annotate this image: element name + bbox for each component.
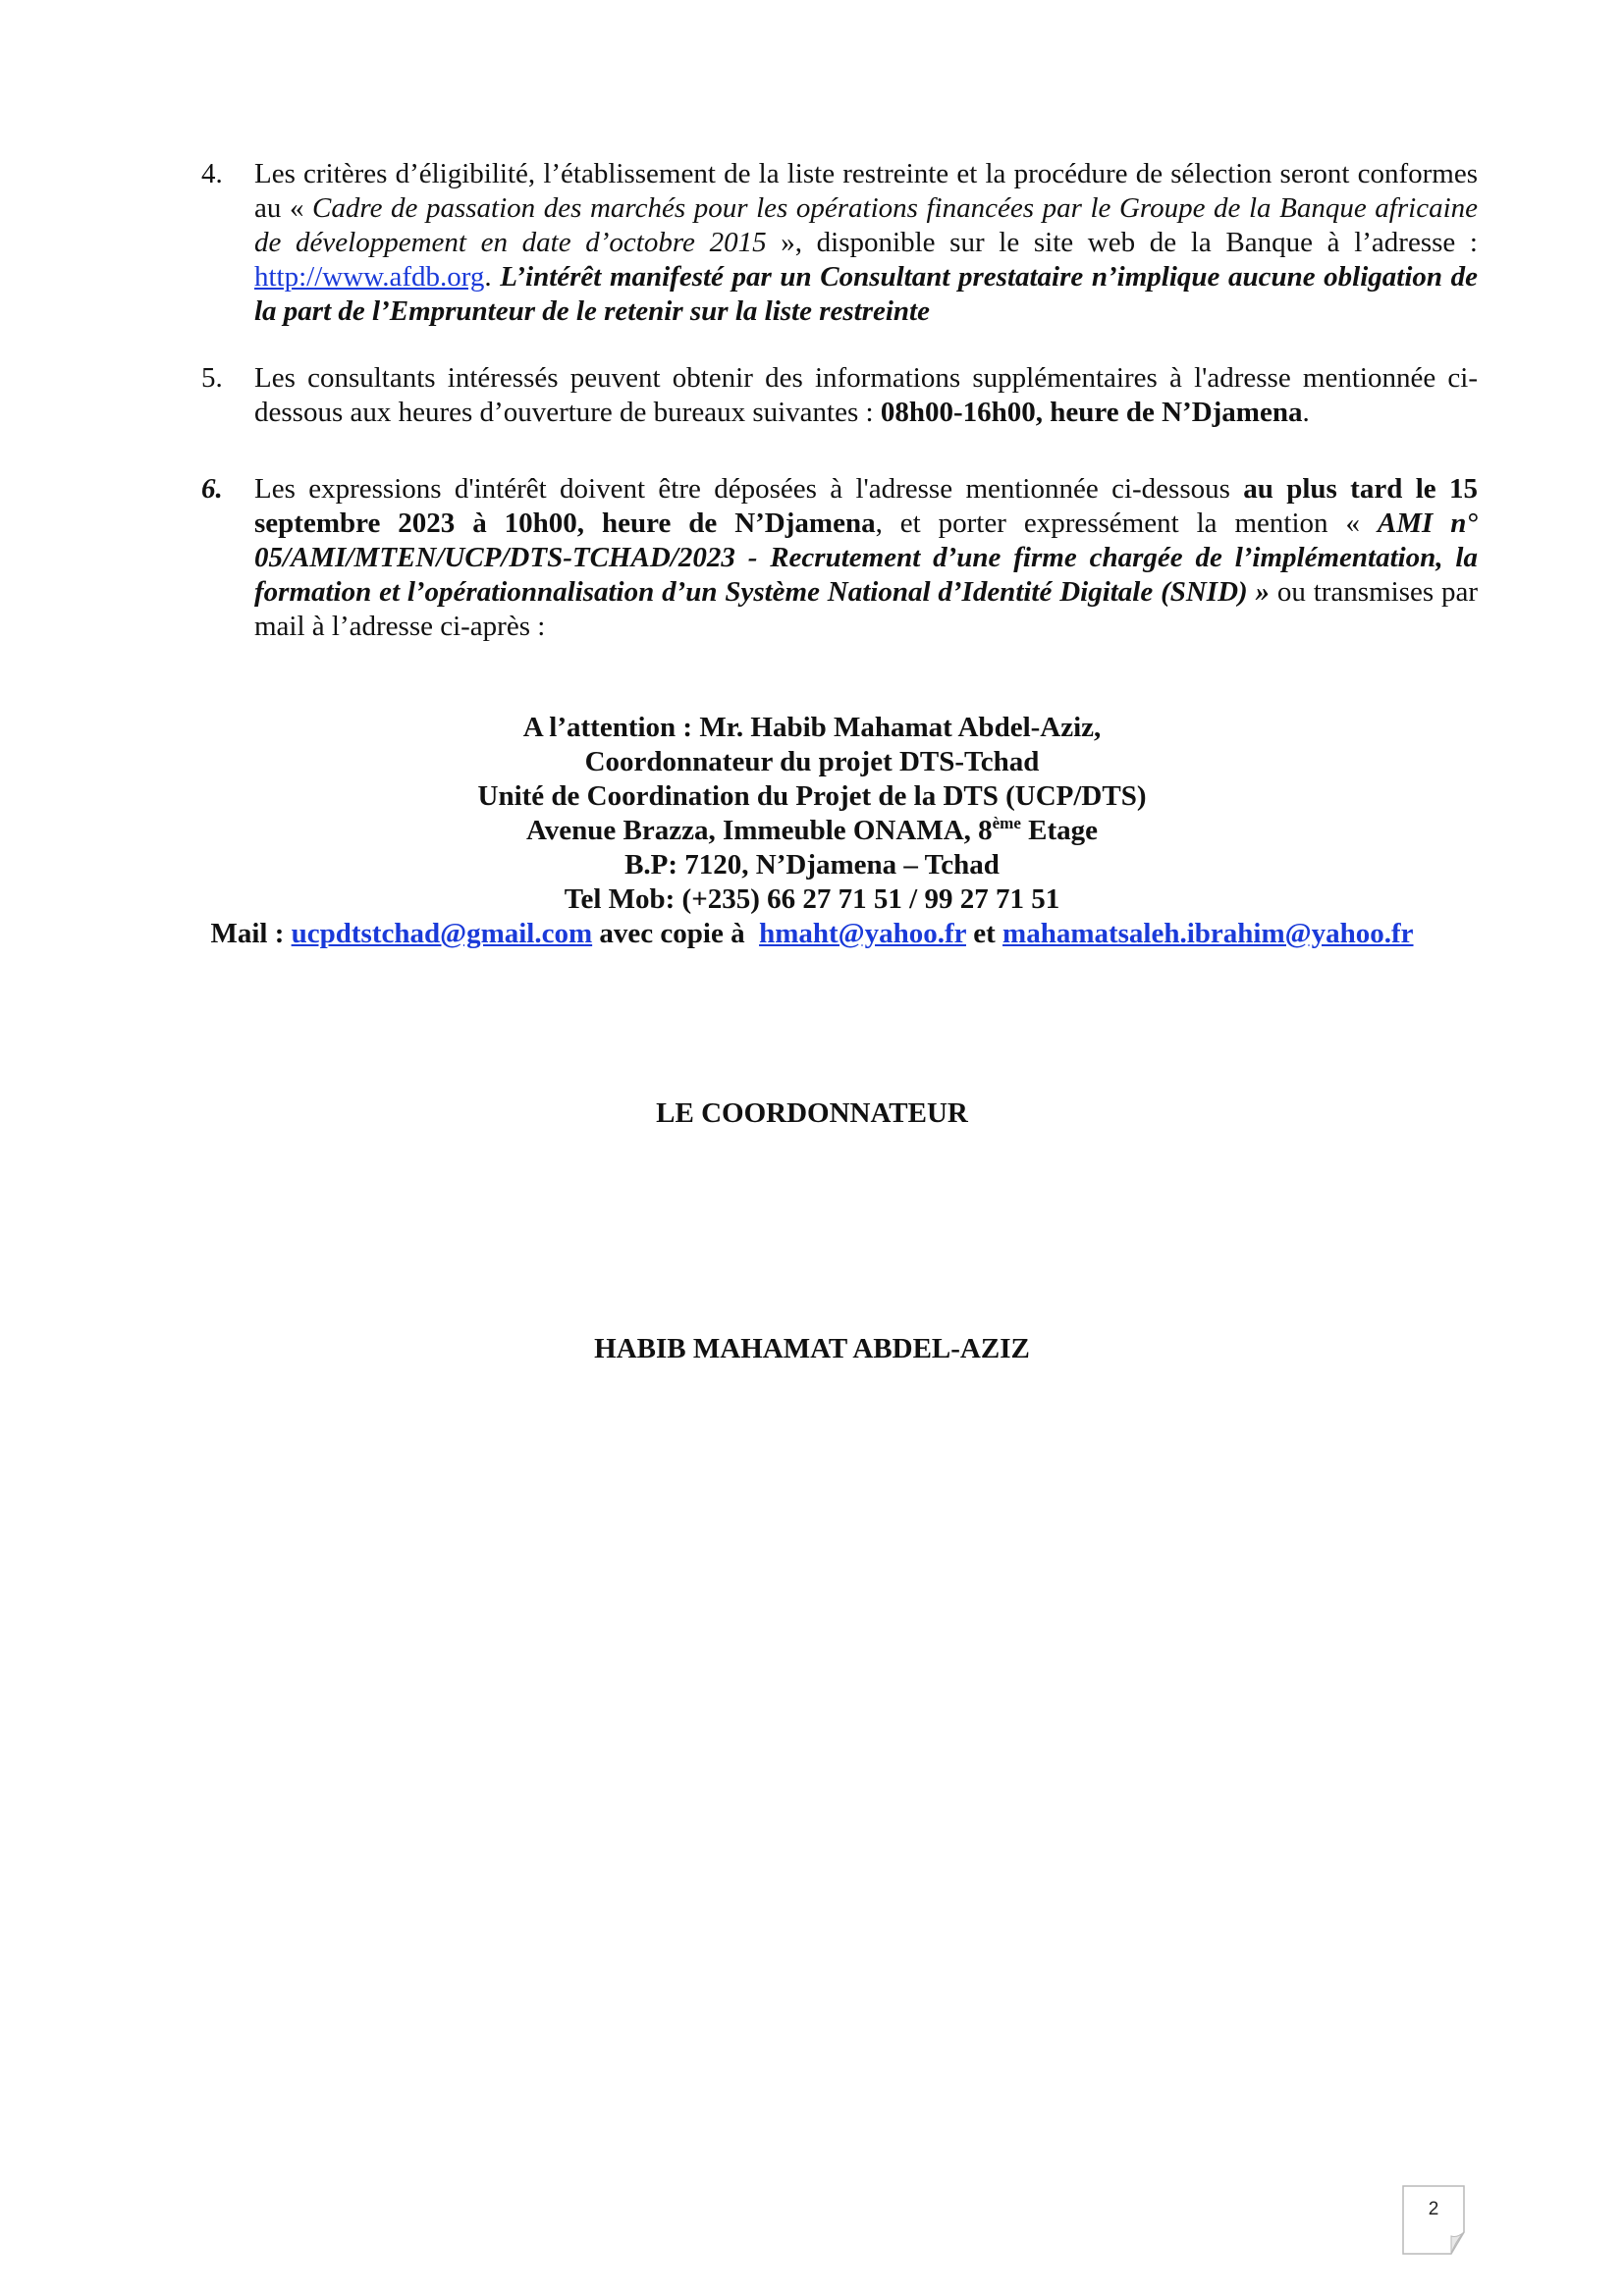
email-link-hmaht[interactable]: hmaht@yahoo.fr: [759, 918, 966, 949]
afdb-link[interactable]: http://www.afdb.org: [254, 261, 485, 293]
item-number: 6.: [201, 473, 223, 505]
item-text-part: Les expressions d'intérêt doivent être déposées à l'adresse mentionnée ci-dessous: [254, 473, 1244, 505]
item-text-part: ou transmises par mail à l’adresse ci-après :: [254, 576, 1478, 642]
mail-and-text: et: [966, 918, 1003, 949]
email-link-mahamatsaleh[interactable]: mahamatsaleh.ibrahim@yahoo.fr: [1002, 918, 1414, 949]
item-text-part: .: [484, 261, 501, 293]
contact-attention: A l’attention : Mr. Habib Mahamat Abdel-Aziz,: [522, 712, 1102, 743]
contact-mail: [0, 917, 1624, 951]
page-number-box: [1402, 2185, 1483, 2256]
list-item-4: [201, 157, 1478, 329]
item-text-bold-italic: L’intérêt manifesté par un Consultant prestataire n’implique aucune obligation de la part de l’Emprunteur de le retenir sur la liste restreinte: [254, 261, 1478, 327]
item-text-part: Les critères d’éligibilité, l’établissement de la liste restreinte et la procédure de sélection seront conformes au «: [254, 158, 1478, 224]
item-text-part: .: [1302, 397, 1310, 428]
item-number: 4.: [201, 158, 223, 189]
address-text: Avenue Brazza, Immeuble ONAMA, 8: [525, 815, 993, 846]
contact-phone: Tel Mob: (+235) 66 27 71 51 / 99 27 71 51: [564, 883, 1060, 915]
item-text-part: Les consultants intéressés peuvent obtenir des informations supplémentaires à l'adresse mentionnée ci-dessous aux heures d’ouverture de bureaux suivantes :: [254, 362, 1478, 428]
mail-label: Mail :: [210, 918, 292, 949]
email-link-ucpdts[interactable]: ucpdtstchad@gmail.com: [291, 918, 593, 949]
list-item-6: [201, 472, 1478, 644]
item-text: [254, 472, 1478, 644]
address-floor-text: Etage: [1020, 815, 1099, 846]
floor-superscript: ème: [992, 814, 1021, 832]
list-item-5: [201, 361, 1478, 430]
contact-postal: B.P: 7120, N’Djamena – Tchad: [624, 849, 1000, 881]
page-curl-icon: [1402, 2185, 1483, 2256]
item-text-part: , et porter expressément la mention «: [875, 507, 1378, 539]
item-text: [254, 157, 1478, 329]
mail-copy-text: avec copie à: [592, 918, 760, 949]
item-text-part: », disponible sur le site web de la Banque à l’adresse :: [766, 227, 1478, 258]
item-text-italic: Cadre de passation des marchés pour les opérations financées par le Groupe de la Banque africaine de développement en date d’octobre 2015: [254, 192, 1478, 258]
contact-role: Coordonnateur du projet DTS-Tchad: [584, 746, 1040, 777]
contact-unit: Unité de Coordination du Projet de la DTS (UCP/DTS): [477, 780, 1147, 812]
contact-address: [0, 814, 1624, 848]
page-number: 2: [1428, 2199, 1439, 2219]
item-text-bold: 08h00-16h00, heure de N’Djamena: [880, 397, 1303, 428]
item-text: [254, 361, 1478, 430]
item-text-bold: au plus tard le 15 septembre 2023 à 10h00, heure de N’Djamena: [254, 473, 1478, 539]
signature-title: LE COORDONNATEUR: [656, 1097, 968, 1129]
item-text-bold-italic: AMI n° 05/AMI/MTEN/UCP/DTS-TCHAD/2023 - Recrutement d’une firme chargée de l’implémentation, la formation et l’opérationnalisation d’un Système National d’Identité Digitale (SNID) »: [254, 507, 1479, 608]
contact-block: [0, 711, 1624, 951]
item-number: 5.: [201, 362, 223, 394]
signature-name: HABIB MAHAMAT ABDEL-AZIZ: [594, 1333, 1030, 1364]
